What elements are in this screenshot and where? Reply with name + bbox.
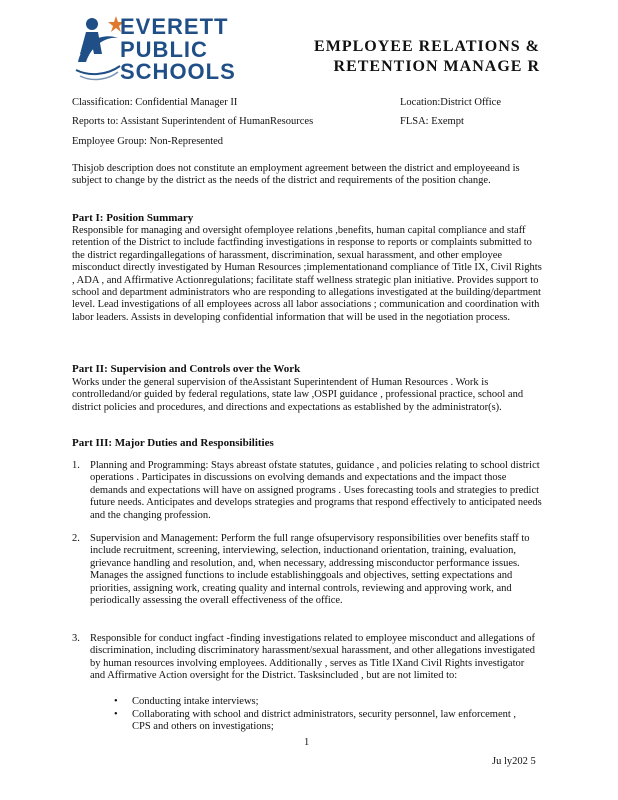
logo-text-line1: EVERETT xyxy=(120,14,229,39)
duty-item-2 xyxy=(72,533,542,607)
part3-heading: Part III: Major Duties and Responsibilities xyxy=(72,437,274,449)
flsa-status: FLSA: Exempt xyxy=(400,116,464,127)
classification: Classification: Confidential Manager II xyxy=(72,97,238,108)
duty-text: Planning and Programming: Stays abreast ofstate statutes, guidance , and policies relating to school district operations . Participates in discussions on evolving demands and expectations and the impact those demands and expectations will have on assigned programs . Uses forecasting tools and strategies to predict future needs. Anticipates and develops strategies and programs that respond effectively to anticipated needs and the changing profession. xyxy=(90,460,542,521)
job-title-line1: EMPLOYEE RELATIONS & xyxy=(314,38,540,55)
bullet-text: Conducting intake interviews; xyxy=(132,696,259,707)
part1-paragraph: Responsible for managing and oversight ofemployee relations ,benefits, human capital compliance and staff retention of the District to include factfinding investigations in response to reports or complaints submitted to the district regardingallegations of harassment, discrimination, sexual harassment, and other employee misconduct directly investigated by Human Resources ;implementationand compliance of Title IX, Civil Rights , ADA , and Affirmative Actionregulations; facilitate staff wellness strategic plan initiative. Provides support to school and department administrators who are responding to allegations investigated at the building/department level. Lead investigations of all employees across all labor associations ; communication and coordination with labor leaders. Assists in developing confidential information that will be used in the negotiation process. xyxy=(72,225,542,323)
duty-item-1 xyxy=(72,460,542,522)
page-number: 1 xyxy=(304,737,310,748)
bullet-item-2 xyxy=(114,709,534,734)
duty-text: Responsible for conduct ingfact -finding investigations related to employee misconduct and allegations of discrimination, including discriminatory harassment/sexual harassment, and other allegations investigated by human resources involving employees. Additionally , serves as Title IXand Civil Rights investigator and Affirmative Action oversight for the District. Tasksincluded , but are not limited to: xyxy=(90,633,535,682)
part2-paragraph: Works under the general supervision of theAssistant Superintendent of Human Resources . Work is controlledand/or guided by federal regulations, state law ,OSPI guidance , professional practice, school and district policies and procedures, and directions and expectations as established by the administrator(s). xyxy=(72,377,524,413)
footer-date: Ju ly202 5 xyxy=(492,756,536,767)
bullet-text: Collaborating with school and district administrators, security personnel, law enforcement , CPS and others on investigations; xyxy=(132,709,517,733)
logo-text-line3: SCHOOLS xyxy=(120,59,236,84)
employee-group: Employee Group: Non-Represented xyxy=(72,136,224,147)
duty-text: Supervision and Management: Perform the full range ofsupervisory responsibilities over benefits staff to include recruitment, screening, interviewing, selection, inductionand orientation, training, evaluation, grievance handling and resolution, and, when necessary, addressing misconductor performance issues. Manages the assigned functions to include establishinggoals and objectives, setting expectations and priorities, assigning work, creating quality and internal controls, reviewing and approving work, and periodically assessing the overall effectiveness of the office. xyxy=(90,533,530,607)
part2-heading: Part II: Supervision and Controls over the Work xyxy=(72,363,301,375)
bullet-icon: • xyxy=(114,696,118,707)
district-logo xyxy=(72,14,242,84)
bullet-item-1 xyxy=(114,696,534,708)
job-title-line2: RETENTION MANAGE R xyxy=(333,58,540,75)
part1-heading: Part I: Position Summary xyxy=(72,212,194,224)
disclaimer-paragraph: Thisjob description does not constitute an employment agreement between the district and employeeand is subject to change by the district as the needs of the district and requirements of the position change. xyxy=(72,163,520,187)
duty-number: 2. xyxy=(72,533,80,544)
duty-number: 3. xyxy=(72,633,80,644)
location: Location:District Office xyxy=(400,97,501,108)
logo-text-line2: PUBLIC xyxy=(120,37,208,62)
reports-to: Reports to: Assistant Superintendent of HumanResources xyxy=(72,116,314,127)
duty-item-3 xyxy=(72,633,542,683)
person-star-logo-icon xyxy=(72,14,124,84)
duty-number: 1. xyxy=(72,460,80,471)
bullet-icon: • xyxy=(114,709,118,720)
